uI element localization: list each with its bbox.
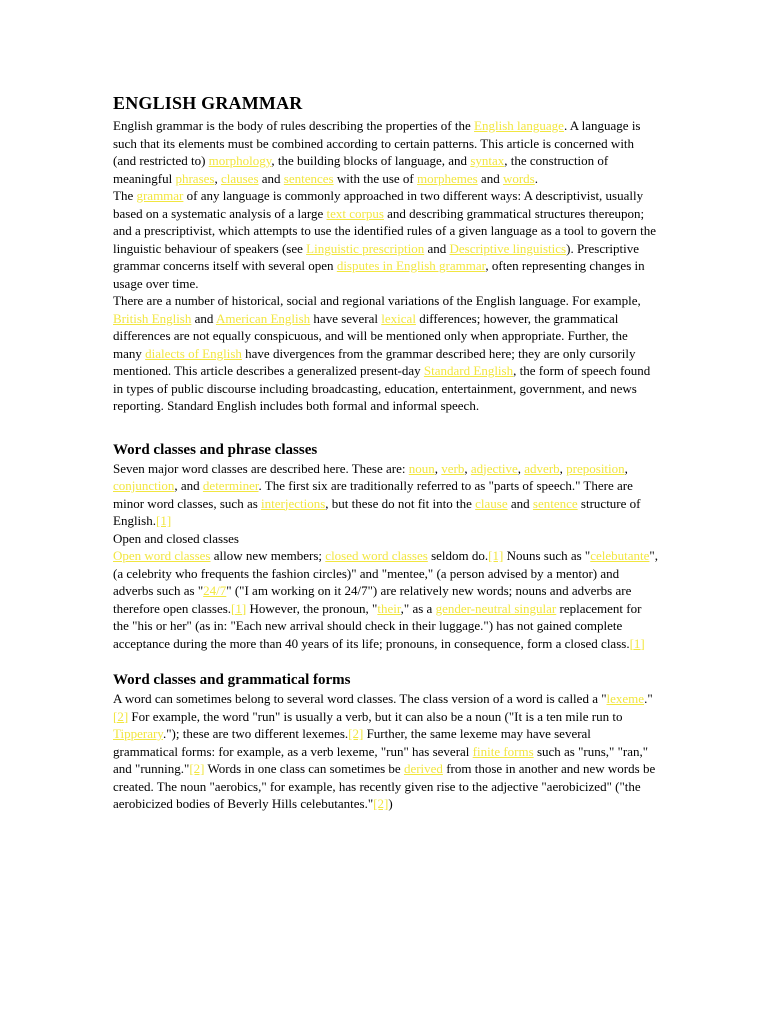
text-run: For example, the word "run" is usually a verb, but it can also be a noun ("It is a ten mile run to	[128, 708, 623, 724]
inline-link[interactable]: [2]	[189, 761, 205, 776]
text-run: ,	[214, 170, 221, 186]
text-run: )	[388, 796, 393, 811]
paragraph	[113, 690, 658, 813]
text-run: ."	[644, 691, 653, 706]
inline-link[interactable]: Linguistic prescription	[306, 240, 425, 256]
text-run: differences; however, the grammatical differences are not equally conspicuous, and will be mentioned only when appropriate. Further, the many	[113, 310, 628, 361]
inline-link[interactable]: celebutante	[590, 548, 650, 563]
paragraph	[113, 530, 658, 548]
inline-link[interactable]: [1]	[488, 548, 504, 563]
section-heading: Word classes and grammatical forms	[113, 672, 351, 688]
inline-link[interactable]: determiner	[202, 478, 259, 493]
inline-link[interactable]: Open word classes	[113, 548, 211, 563]
text-run: ," as a	[400, 600, 436, 616]
text-run: and	[507, 495, 533, 511]
text-run: and	[424, 240, 450, 256]
text-run: Seven major word classes are described here. These are:	[113, 460, 409, 476]
inline-link[interactable]: gender-neutral singular	[435, 600, 557, 616]
inline-link[interactable]: Descriptive linguistics	[449, 240, 567, 256]
text-run: The	[113, 188, 137, 203]
text-run: ,	[624, 460, 628, 476]
inline-link[interactable]: [1]	[231, 600, 247, 616]
text-run: ,	[559, 460, 567, 476]
section-word-classes	[113, 440, 658, 653]
inline-link[interactable]: lexeme	[606, 691, 645, 706]
inline-link[interactable]: text corpus	[326, 205, 384, 221]
inline-link[interactable]: English language	[474, 118, 564, 133]
text-run: have several	[310, 310, 382, 326]
text-run: such as "runs," "ran," and "running."	[113, 743, 649, 776]
text-run: ,	[464, 460, 471, 476]
paragraph	[113, 117, 658, 187]
text-run: with the use of	[333, 170, 418, 186]
text-run: ,	[434, 460, 442, 476]
inline-link[interactable]: phrases	[175, 170, 215, 186]
inline-link[interactable]: noun	[408, 460, 435, 476]
inline-link[interactable]: morphology	[208, 153, 272, 168]
inline-link[interactable]: morphemes	[417, 170, 478, 186]
inline-link[interactable]: adjective	[470, 460, 518, 476]
inline-link[interactable]: sentences	[283, 170, 334, 186]
text-run: and	[477, 170, 503, 186]
text-run: allow new members;	[210, 548, 326, 563]
text-run: , the construction of meaningful	[113, 153, 609, 186]
inline-link[interactable]: [1]	[155, 513, 172, 528]
inline-link[interactable]: lexical	[381, 310, 416, 326]
inline-link[interactable]: Tipperary	[113, 726, 163, 741]
text-run: have divergences from the grammar described here; they are only cursorily mentioned. This article describes a generalized present-day	[113, 345, 636, 378]
inline-link[interactable]: disputes in English grammar	[336, 258, 486, 273]
inline-link[interactable]: preposition	[566, 460, 625, 476]
text-run: Further, the same lexeme may have several grammatical forms: for example, as a verb lexeme, "run" has several	[113, 726, 591, 759]
inline-link[interactable]: conjunction	[113, 478, 175, 493]
inline-link[interactable]: syntax	[470, 153, 505, 168]
paragraph	[113, 460, 658, 530]
text-run: replacement for the "his or her" (as in: "Each new arrival should check in their luggage.") has not gained complete acceptance during the more than 40 years of its life; pronouns, in consequence, form a closed class.	[113, 600, 642, 651]
text-run: ."); these are two different lexemes.	[162, 726, 349, 741]
inline-link[interactable]: interjections	[261, 495, 326, 511]
text-run: , but these do not fit into the	[325, 495, 476, 511]
text-run: . The first six are traditionally referred to as "parts of speech." There are minor word classes, such as	[113, 478, 633, 511]
inline-link[interactable]: grammar	[136, 188, 184, 203]
text-run: of any language is commonly approached in two different ways: A descriptivist, usually based on a systematic analysis of a large	[113, 188, 644, 221]
text-run: , the building blocks of language, and	[271, 153, 471, 168]
text-run: . A language is such that its elements must be combined according to certain patterns. This article is concerned with (and restricted to)	[113, 118, 641, 168]
text-run: .	[534, 170, 538, 186]
intro-section	[113, 117, 658, 415]
text-run: ", (a celebrity who frequents the fashion circles)" and "mentee," (a person advised by a mentor) and adverbs such as "	[113, 548, 658, 598]
article-body	[113, 92, 658, 813]
inline-link[interactable]: derived	[403, 761, 443, 776]
paragraph	[113, 292, 658, 415]
inline-link[interactable]: clauses	[220, 170, 259, 186]
text-run: seldom do.	[427, 548, 489, 563]
text-run: Words in one class can sometimes be	[204, 761, 404, 776]
text-run: and	[191, 310, 216, 326]
inline-link[interactable]: 24/7	[203, 583, 227, 598]
inline-link[interactable]: [1]	[629, 635, 645, 651]
text-run: , often representing changes in usage over time.	[113, 258, 645, 291]
text-run: , and	[174, 478, 203, 493]
text-run: and	[258, 170, 284, 186]
inline-link[interactable]: words	[502, 170, 535, 186]
text-run: There are a number of historical, social and regional variations of the English language. For example,	[113, 293, 641, 308]
text-run: ). Prescriptive grammar concerns itself with several open	[113, 240, 640, 273]
text-run: ,	[517, 460, 525, 476]
article-title: ENGLISH GRAMMAR	[113, 93, 303, 113]
inline-link[interactable]: American English	[215, 310, 311, 326]
inline-link[interactable]: Standard English	[423, 363, 514, 378]
text-run: However, the pronoun, "	[246, 600, 378, 616]
text-run: A word can sometimes belong to several word classes. The class version of a word is called a "	[113, 691, 607, 706]
section-grammatical-forms	[113, 670, 658, 813]
text-run: English grammar is the body of rules describing the properties of the	[113, 118, 475, 133]
section-heading: Word classes and phrase classes	[113, 441, 318, 458]
inline-link[interactable]: [2]	[113, 708, 129, 724]
text-run: , the form of speech found in types of public discourse including broadcasting, education, entertainment, government, and news reporting. Standard English includes both formal and informal speech.	[113, 363, 651, 413]
text-run: Nouns such as "	[503, 548, 591, 563]
text-run: and describing grammatical structures thereupon; and a prescriptivist, which attempts to use the identified rules of a given language as a tool to govern the linguistic behaviour of speakers (see	[113, 205, 656, 256]
inline-link[interactable]: [2]	[373, 796, 389, 811]
inline-link[interactable]: clause	[475, 495, 508, 511]
inline-link[interactable]: sentence	[532, 495, 578, 511]
inline-link[interactable]: British English	[113, 310, 192, 326]
inline-link[interactable]: finite forms	[472, 743, 534, 759]
paragraph	[113, 547, 658, 652]
inline-link[interactable]: dialects of English	[145, 345, 242, 361]
inline-link[interactable]: verb	[441, 460, 465, 476]
text-run: from those in another and new words be created. The noun "aerobics," for example, has recently given rise to the adjective "aerobicized" ("the aerobicized bodies of Beverly Hills celebutantes."	[113, 761, 656, 811]
text-run: structure of English.	[113, 495, 641, 528]
inline-link[interactable]: [2]	[348, 726, 364, 741]
text-run: Open and closed classes	[113, 530, 239, 546]
paragraph	[113, 187, 658, 292]
text-run: " ("I am working on it 24/7") are relatively new words; nouns and adverbs are therefore open classes.	[113, 583, 632, 616]
inline-link[interactable]: adverb	[524, 460, 560, 476]
inline-link[interactable]: closed word classes	[325, 548, 428, 563]
inline-link[interactable]: their	[377, 600, 401, 616]
